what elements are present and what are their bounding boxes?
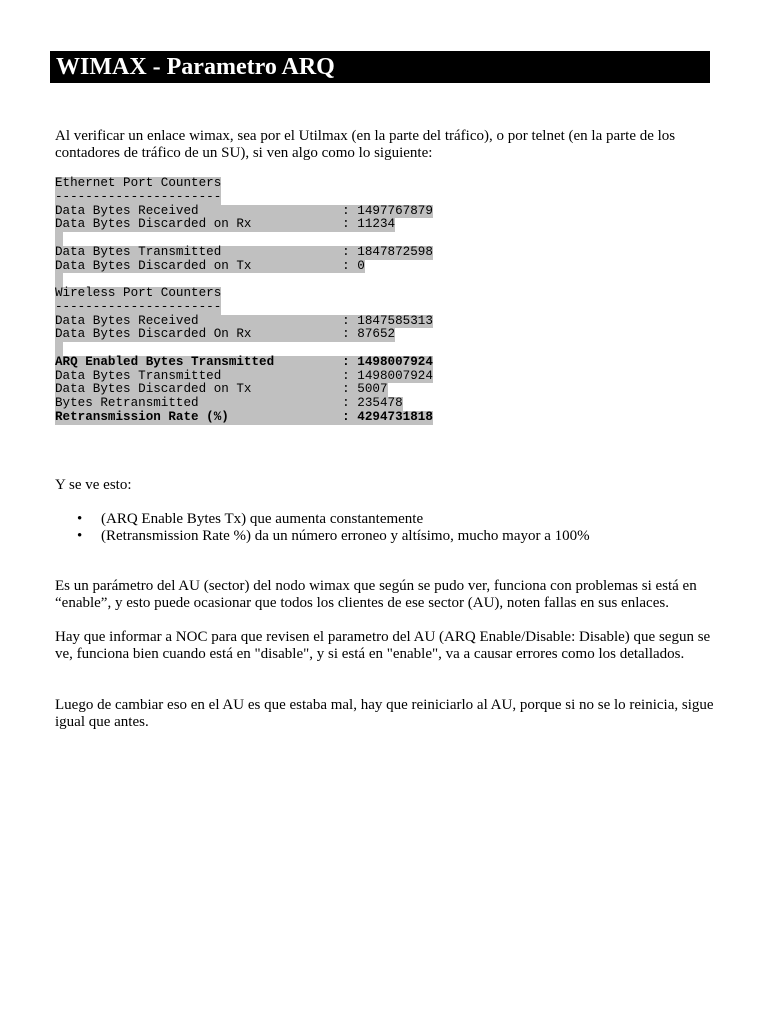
counter-line — [55, 356, 433, 370]
counter-blank-line — [55, 342, 433, 356]
counter-line — [55, 411, 433, 425]
counter-line — [55, 301, 433, 315]
see-label: Y se ve esto: — [55, 477, 132, 493]
counter-line — [55, 397, 433, 411]
bullet-item — [55, 528, 715, 545]
paragraph-au-parameter: Es un parámetro del AU (sector) del nodo wimax que según se pudo ver, funciona con problemas si está en “enable”, y esto puede ocasionar que todos los clientes de ese sector (AU), noten fallas en sus enlaces. — [55, 578, 697, 611]
counter-text: Bytes Retransmitted : 235478 — [55, 396, 403, 410]
counter-text: Data Bytes Received : 1847585313 — [55, 313, 433, 328]
counter-blank-line — [55, 273, 433, 287]
page-title: WIMAX - Parametro ARQ — [50, 51, 710, 83]
bullet-text: (ARQ Enable Bytes Tx) que aumenta constantemente — [101, 511, 424, 527]
bullet-icon: • — [77, 511, 83, 527]
counter-text: Data Bytes Discarded on Rx : 11234 — [55, 217, 396, 232]
counter-text: Data Bytes Discarded on Tx : 0 — [55, 258, 365, 273]
bullet-icon: • — [77, 528, 83, 544]
counter-text — [55, 342, 63, 356]
bullet-item — [55, 511, 715, 528]
counter-line — [55, 218, 433, 232]
counter-text: Data Bytes Transmitted : 1847872598 — [55, 244, 433, 259]
intro-paragraph: Al verificar un enlace wimax, sea por el Utilmax (en la parte del tráfico), o por telnet (en la parte de los contadores de tráfico de un SU), si ven algo como lo siguiente: — [55, 128, 676, 161]
counter-text: Retransmission Rate (%) : 4294731818 — [55, 409, 433, 424]
counter-text — [55, 232, 63, 246]
paragraph-noc: Hay que informar a NOC para que revisen el parametro del AU (ARQ Enable/Disable: Disable) que segun se ve, funciona bien cuando está en "disable", y si está en "enable", va a causar errores como los detallados. — [55, 629, 711, 662]
counter-line — [55, 177, 433, 191]
counter-text: ---------------------- — [55, 189, 222, 204]
counter-text: ---------------------- — [55, 299, 222, 314]
counter-text: Data Bytes Discarded On Rx : 87652 — [55, 327, 396, 342]
counter-line — [55, 315, 433, 329]
counter-line — [55, 383, 433, 397]
counter-line — [55, 246, 433, 260]
counter-line — [55, 205, 433, 219]
counter-text — [55, 273, 63, 287]
counter-text: Ethernet Port Counters — [55, 176, 222, 190]
counter-line — [55, 260, 433, 274]
paragraph-restart: Luego de cambiar eso en el AU es que estaba mal, hay que reiniciarlo al AU, porque si no se lo reinicia, sigue igual que antes. — [55, 697, 714, 730]
bullet-text: (Retransmission Rate %) da un número erroneo y altísimo, mucho mayor a 100% — [101, 528, 590, 544]
counter-text: Data Bytes Discarded on Tx : 5007 — [55, 382, 388, 397]
counter-blank-line — [55, 232, 433, 246]
counter-line — [55, 191, 433, 205]
counter-line — [55, 287, 433, 301]
counter-text: Data Bytes Received : 1497767879 — [55, 203, 433, 218]
counter-line — [55, 328, 433, 342]
counter-listing — [55, 177, 433, 425]
counter-text: Wireless Port Counters — [55, 286, 222, 300]
counter-line — [55, 370, 433, 384]
counter-text: ARQ Enabled Bytes Transmitted : 1498007924 — [55, 354, 433, 369]
counter-text: Data Bytes Transmitted : 1498007924 — [55, 368, 433, 383]
bullet-list — [55, 511, 715, 545]
